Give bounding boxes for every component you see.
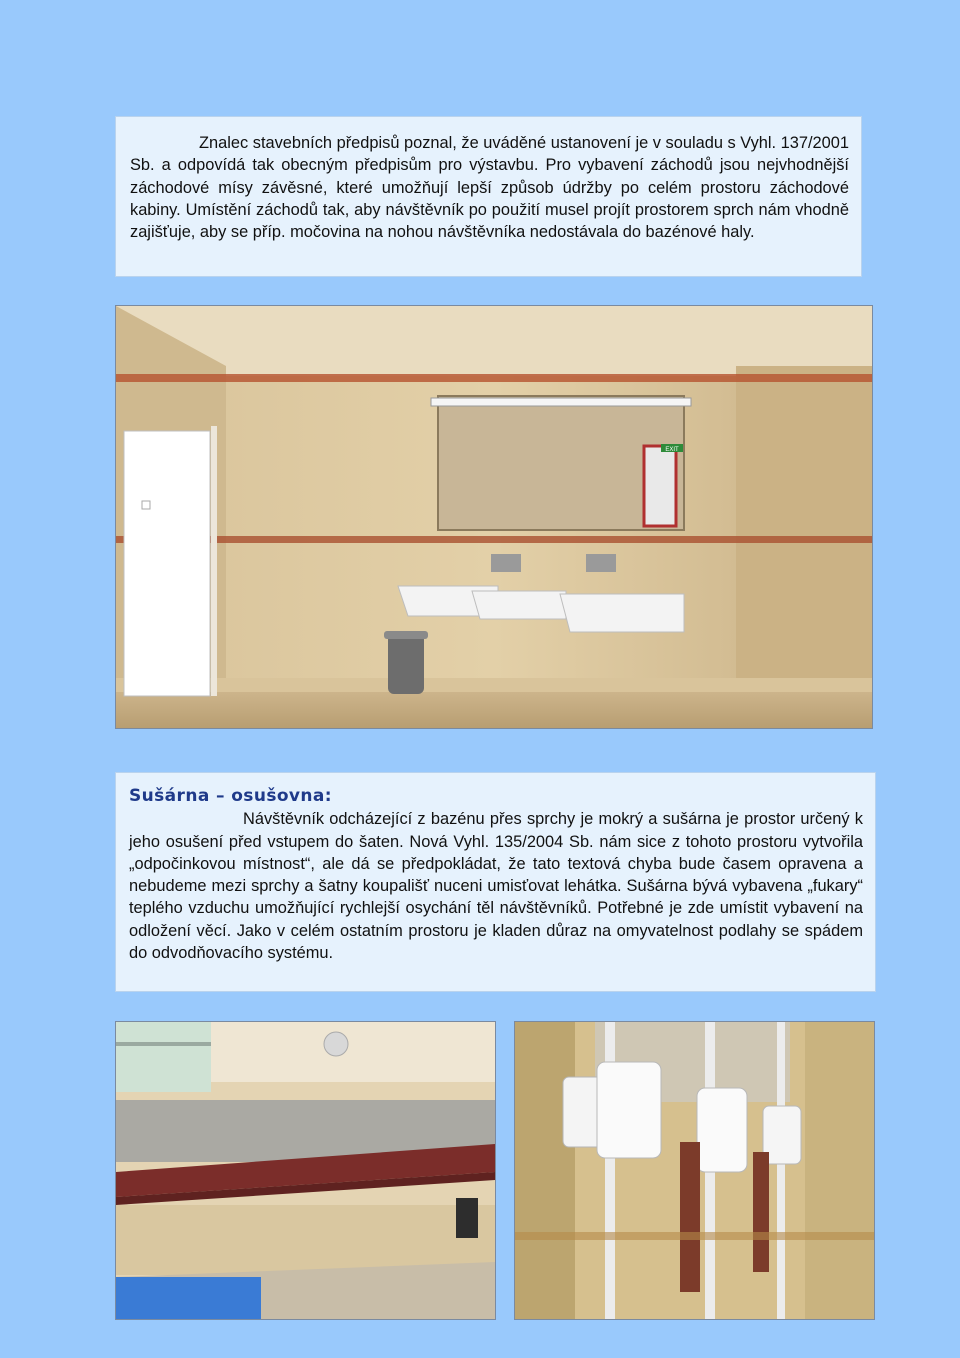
susarna-heading: Sušárna – osušovna: — [129, 786, 332, 806]
washroom-sinks-photo — [115, 305, 873, 729]
hand-dryers-photo — [514, 1021, 875, 1320]
exit-sign: EXIT — [665, 447, 679, 453]
intro-text-box — [115, 116, 862, 277]
susarna-paragraph: Návštěvník odcházející z bazénu přes sprchy je mokrý a sušárna je prostor určený k jeho osušení před vstupem do šaten. Nová Vyhl. 135/2004 Sb. nám sice z tohoto prostoru vytvořila „odpočinkovou místnost“, ale dá se předpokládat, že tato textová chyba bude časem opravena a nebudeme mezi sprchy a šatny koupališť nuceni umisťovat lehátka. Sušárna bývá vybavena „fukary“ teplého vzduchu umožňující rychlejší osychání těl návštěvníků. Potřebné je zde umístit vybavení na odložení věcí. Jako v celém ostatním prostoru je kladen důraz na omyvatelnost podlahy se spádem do odvodňovacího systému. — [129, 810, 863, 963]
susarna-text-box — [115, 772, 876, 992]
drying-room-photo — [115, 1021, 496, 1320]
intro-paragraph: Znalec stavebních předpisů poznal, že uváděné ustanovení je v souladu s Vyhl. 137/2001 Sb. a odpovídá tak obecným předpisům pro výstavbu. Pro vybavení záchodů jsou nejvhodnější záchodové mísy závěsné, které umožňují lepší způsob údržby po celém prostoru záchodové kabiny. Umístění záchodů tak, aby návštěvník po použití musel projít prostorem sprch nám vhodně zajišťuje, aby se příp. močovina na nohou návštěvníka nedostávala do bazénové haly. — [130, 134, 849, 242]
